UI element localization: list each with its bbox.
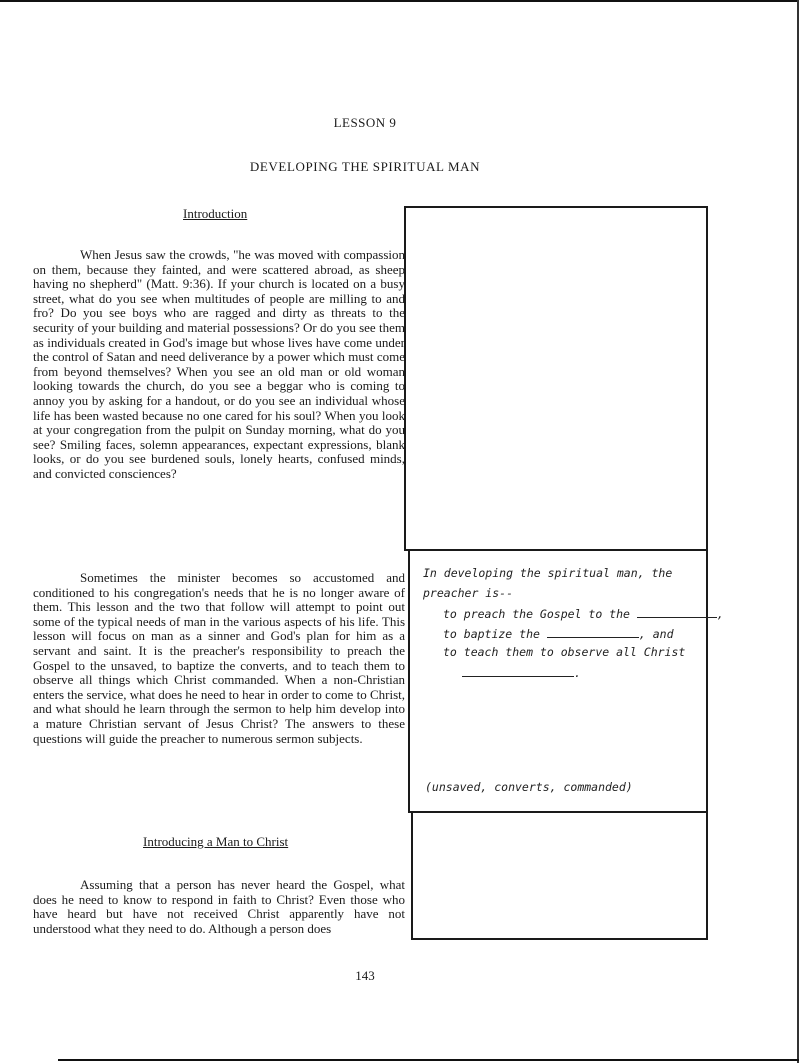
margin-note-box-top [404,206,708,551]
note-item-2-prefix: to baptize the [443,627,540,641]
intro-paragraph-2-text: Sometimes the minister becomes so accustomed and conditioned to his congregation's needs that he is no longer aware of them. This lesson and the two that follow will attempt to point out some of the typical needs of man in the various aspects of his life. This lesson will focus on man as a sinner and God's plan for him as a servant and saint. It is the preacher's responsibility to preach the Gospel to the unsaved, to baptize the converts, and to teach them to observe all things which Christ commanded. When a non-Christian enters the service, what does he need to hear in order to come to Christ, and what should he learn through the sermon to help him develop into a mature Christian servant of Jesus Christ? The answers to these questions will guide the preacher to numerous sermon subjects. [33,570,405,746]
note-item-2-suffix: , and [638,627,674,641]
section-paragraph-text: Assuming that a person has never heard the Gospel, what does he need to know to respond in faith to Christ? Even those who have heard but have not received Christ apparently have not understood what they need to do. Although a person does [33,877,405,936]
note-item-4-suffix: . [574,666,581,680]
note-item-1-suffix: , [716,607,724,621]
fill-in-blank-1[interactable] [637,606,717,618]
fill-in-blank-3[interactable] [462,665,574,677]
bottom-border-line [58,1059,799,1061]
page-title: DEVELOPING THE SPIRITUAL MAN [249,159,481,174]
top-border-line [0,0,799,2]
note-item-2 [443,626,674,641]
section-heading-introducing: Introducing a Man to Christ [143,834,289,849]
note-item-4 [462,665,581,680]
intro-paragraph-1-text: When Jesus saw the crowds, "he was moved with compassion on them, because they fainted, and were scattered abroad, as sheep having no shepherd" (Matt. 9:36). If your church is located on a busy street, what do you see when multitudes of people are milling to and fro? Do you see boys who are ragged and dirty as threats to the security of your building and material possessions? Or do you see them as individuals created in God's image but whose lives have come under the control of Satan and need deliverance by a power which must come from beyond themselves? When you see an old man or old woman looking towards the church, do you see a beggar who is coming to annoy you by asking for a handout, or do you see an individual whose life has been wasted because no one cared for his soul? When you look at your congregation from the pulpit on Sunday morning, what do you see? Smiling faces, solemn appearances, expectant expressions, blank looks, or do you see burdened souls, lonely hearts, confused minds, and convicted consciences? [33,247,405,481]
fill-in-blank-2[interactable] [547,626,639,638]
note-line-1: In developing the spiritual man, the [423,566,673,580]
note-item-1 [443,606,724,621]
lesson-label: LESSON 9 [333,115,397,130]
intro-paragraph-2 [33,571,405,746]
note-answers: (unsaved, converts, commanded) [425,780,633,794]
note-line-2: preacher is-- [423,586,514,600]
introduction-heading: Introduction [183,206,248,221]
note-item-1-prefix: to preach the Gospel to the [443,607,630,621]
margin-note-box-bottom [411,811,708,940]
section-paragraph [33,878,405,936]
intro-paragraph-1 [33,248,405,482]
note-item-3: to teach them to observe all Christ [443,645,686,659]
page-number: 143 [355,968,375,983]
